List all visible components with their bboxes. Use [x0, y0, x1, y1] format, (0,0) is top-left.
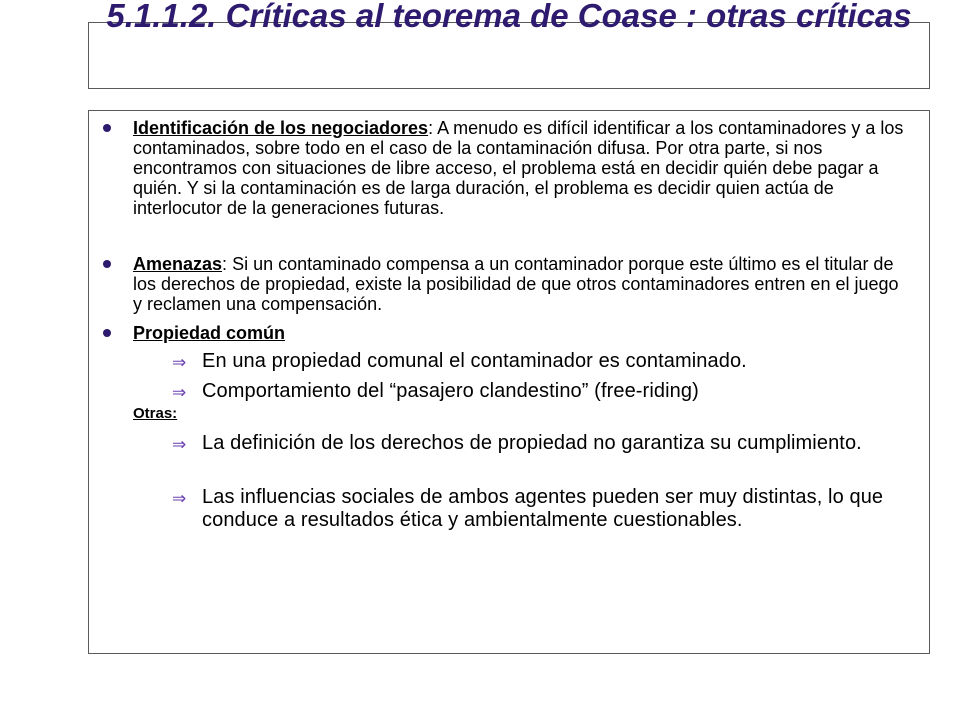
bullet-text: Si un contaminado compensa a un contaminador porque este último es el titular de los derechos de propiedad, existe la posibilidad de que otros contaminadores entren en el juego y reclamen una compensación.: [133, 254, 899, 314]
bullet-separator: :: [222, 254, 228, 274]
sub-item-propiedad-comunal: [172, 350, 912, 373]
bullet-item-amenazas: [133, 254, 908, 314]
bullet-dot-icon: [103, 329, 111, 337]
sub-item-free-riding: [172, 380, 912, 403]
otras-label: Otras:: [133, 405, 178, 422]
sub-item-text: La definición de los derechos de propiedad no garantiza su cumplimiento.: [202, 432, 862, 454]
bullet-item-propiedad-comun: [133, 323, 908, 343]
double-arrow-right-icon: ⇒: [172, 435, 187, 454]
sub-item-text: Las influencias sociales de ambos agentes pueden ser muy distintas, lo que conduce a resultados ética y ambientalmente cuestionables.: [202, 486, 884, 531]
slide-title: 5.1.1.2. Críticas al teorema de Coase : otras críticas: [106, 0, 912, 34]
bullet-term: Identificación de los negociadores: [133, 118, 429, 138]
double-arrow-right-icon: ⇒: [172, 489, 187, 508]
sub-item-text: En una propiedad comunal el contaminador es contaminado.: [202, 350, 747, 372]
bullet-text: A menudo es difícil identificar a los contaminadores y a los contaminados, sobre todo en el caso de la contaminación difusa. Por otra parte, si nos encontramos con situaciones de libre acceso, el problema está en decidir quién debe pagar a quién. Y si la contaminación es de larga duración, el problema es decidir quien actúa de interlocutor de la generaciones futuras.: [133, 118, 904, 218]
bullet-item-identificacion: [133, 118, 908, 218]
bullet-term: Amenazas: [133, 254, 223, 274]
double-arrow-right-icon: ⇒: [172, 353, 187, 372]
bullet-dot-icon: [103, 124, 111, 132]
bullet-dot-icon: [103, 260, 111, 268]
sub-item-text: Comportamiento del “pasajero clandestino” (free-riding): [202, 380, 699, 402]
bullet-separator: :: [428, 118, 434, 138]
bullet-term: Propiedad común: [133, 323, 286, 343]
sub-item-definicion-derechos: [172, 432, 912, 455]
double-arrow-right-icon: ⇒: [172, 383, 187, 402]
sub-item-influencias-sociales: [172, 486, 912, 532]
